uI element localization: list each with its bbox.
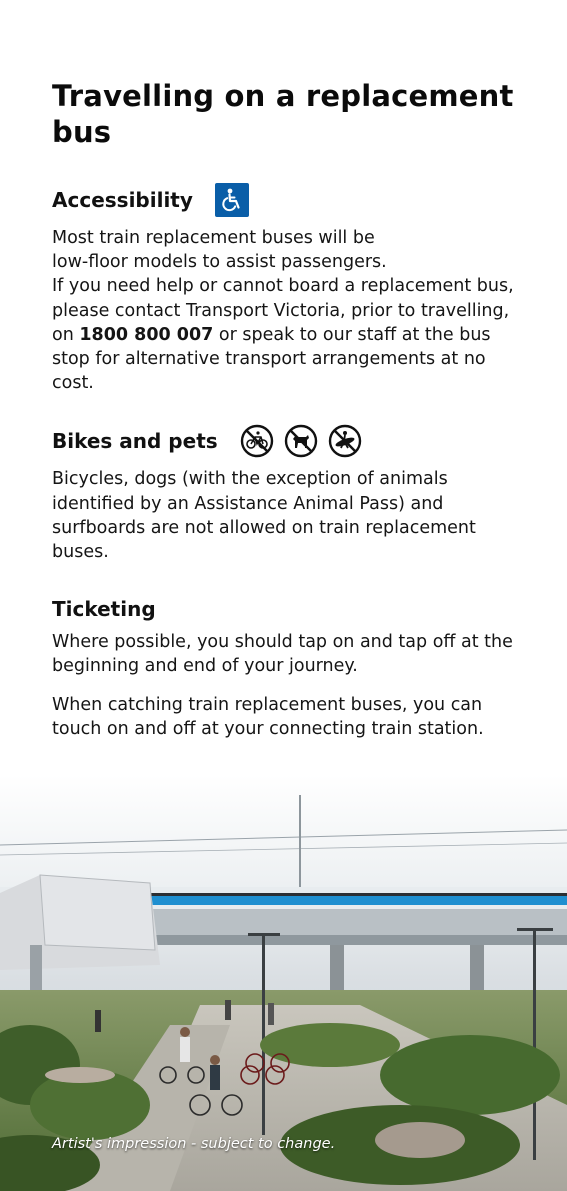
no-dogs-icon (284, 424, 318, 458)
ticketing-header (52, 596, 522, 622)
accessibility-text (52, 226, 522, 395)
prohibition-icons (240, 424, 362, 458)
no-bicycles-icon (240, 424, 274, 458)
bikes-pets-paragraph: Bicycles, dogs (with the exception of animals identified by an Assistance Animal Pass) and surfboards are not allowed on train replacement buses. (52, 469, 476, 563)
image-caption: Artist's impression - subject to change. (52, 1136, 336, 1152)
bikes-pets-text (52, 467, 522, 564)
accessibility-text-before-phone: If you need help or cannot board a replacement bus, please contact Transport Victoria, prior to travelling, on (52, 276, 514, 345)
ticketing-paragraph-2: When catching train replacement buses, you can touch on and off at your connecting train station. (52, 694, 484, 739)
accessibility-text-after-phone: or speak to our staff at the bus stop for alternative transport arrangements at no cost. (52, 324, 491, 394)
no-surfboards-icon (328, 424, 362, 458)
accessibility-header (52, 182, 522, 218)
accessibility-line-1: Most train replacement buses will be (52, 228, 375, 248)
ticketing-paragraph-1: Where possible, you should tap on and tap off at the beginning and end of your journey. (52, 632, 513, 677)
bikes-pets-header (52, 423, 522, 459)
phone-number: 1800 800 007 (79, 324, 214, 345)
accessibility-paragraph-1 (52, 226, 522, 274)
accessibility-paragraph-2 (52, 274, 522, 395)
accessibility-heading: Accessibility (52, 188, 193, 212)
ticketing-heading: Ticketing (52, 597, 156, 622)
accessibility-line-2: low-floor models to assist passengers. (52, 252, 387, 273)
ticketing-text (52, 630, 522, 741)
leaflet-content (52, 78, 522, 741)
page-title: Travelling on a replacement bus (52, 79, 514, 149)
station-illustration (0, 775, 567, 1191)
bikes-pets-heading: Bikes and pets (52, 429, 218, 454)
wheelchair-icon (215, 183, 249, 217)
